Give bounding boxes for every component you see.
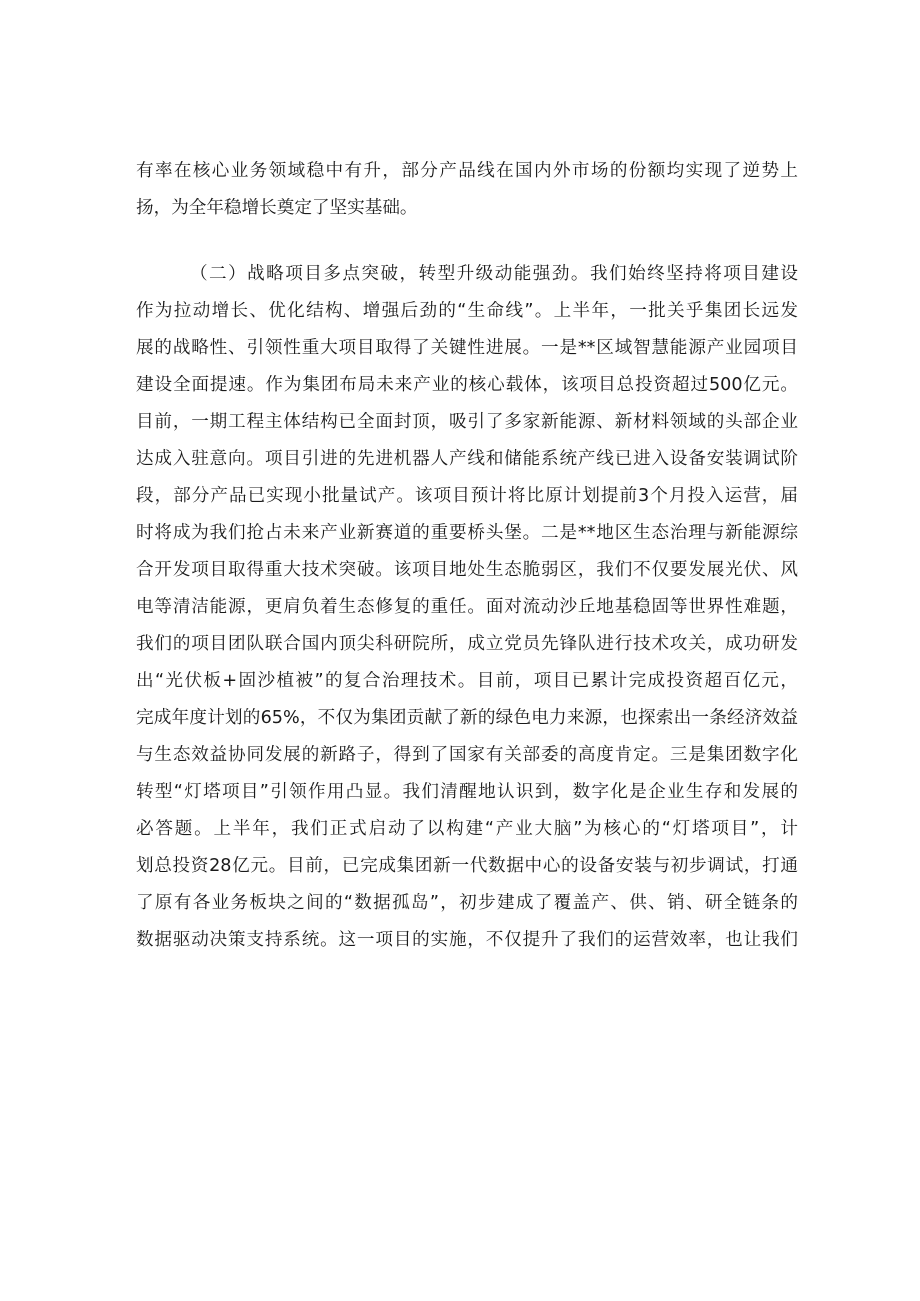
- paragraph-2-line-3: 展的战略性、引领性重大项目取得了关键性进展。一是**区域智慧能源产业园项目: [136, 338, 798, 358]
- paragraph-2-line-2: 作为拉动增长、优化结构、增强后劲的“生命线”。上半年，一批关乎集团长远发: [136, 301, 798, 321]
- paragraph-2-line-10: 电等清洁能源，更肩负着生态修复的重任。面对流动沙丘地基稳固等世界性难题，: [136, 597, 798, 617]
- paragraph-2-line-4: 建设全面提速。作为集团布局未来产业的核心载体，该项目总投资超过500亿元。: [136, 375, 798, 395]
- paragraph-2-line-11: 我们的项目团队联合国内顶尖科研院所，成立党员先锋队进行技术攻关，成功研发: [136, 634, 798, 654]
- paragraph-2-line-7: 段，部分产品已实现小批量试产。该项目预计将比原计划提前3个月投入运营，届: [136, 486, 798, 506]
- paragraph-2-line-16: 必答题。上半年，我们正式启动了以构建“产业大脑”为核心的“灯塔项目”，计: [136, 819, 798, 839]
- paragraph-1: [136, 153, 798, 227]
- paragraph-1-line-1: 有率在核心业务领域稳中有升，部分产品线在国内外市场的份额均实现了逆势上: [136, 161, 798, 181]
- paragraph-2-line-6: 达成入驻意向。项目引进的先进机器人产线和储能系统产线已进入设备安装调试阶: [136, 449, 798, 469]
- paragraph-2-line-9: 合开发项目取得重大技术突破。该项目地处生态脆弱区，我们不仅要发展光伏、风: [136, 560, 798, 580]
- paragraph-2-line-5: 目前，一期工程主体结构已全面封顶，吸引了多家新能源、新材料领域的头部企业: [136, 412, 798, 432]
- paragraph-1-line-2: 扬，为全年稳增长奠定了坚实基础。: [136, 198, 418, 218]
- paragraph-2-line-13: 完成年度计划的65%，不仅为集团贡献了新的绿色电力来源，也探索出一条经济效益: [136, 708, 798, 728]
- paragraph-2: [136, 256, 798, 959]
- paragraph-2-line-1: （二）战略项目多点突破，转型升级动能强劲。我们始终坚持将项目建设: [190, 264, 798, 284]
- paragraph-2-line-12: 出“光伏板+固沙植被”的复合治理技术。目前，项目已累计完成投资超百亿元，: [136, 671, 798, 691]
- paragraph-2-line-14: 与生态效益协同发展的新路子，得到了国家有关部委的高度肯定。三是集团数字化: [136, 745, 798, 765]
- paragraph-2-line-18: 了原有各业务板块之间的“数据孤岛”，初步建成了覆盖产、供、销、研全链条的: [136, 893, 798, 913]
- paragraph-2-line-15: 转型“灯塔项目”引领作用凸显。我们清醒地认识到，数字化是企业生存和发展的: [136, 782, 798, 802]
- paragraph-2-line-8: 时将成为我们抢占未来产业新赛道的重要桥头堡。二是**地区生态治理与新能源综: [136, 523, 798, 543]
- paragraph-2-line-17: 划总投资28亿元。目前，已完成集团新一代数据中心的设备安装与初步调试，打通: [136, 856, 798, 876]
- paragraph-2-line-19: 数据驱动决策支持系统。这一项目的实施，不仅提升了我们的运营效率，也让我们: [136, 930, 798, 950]
